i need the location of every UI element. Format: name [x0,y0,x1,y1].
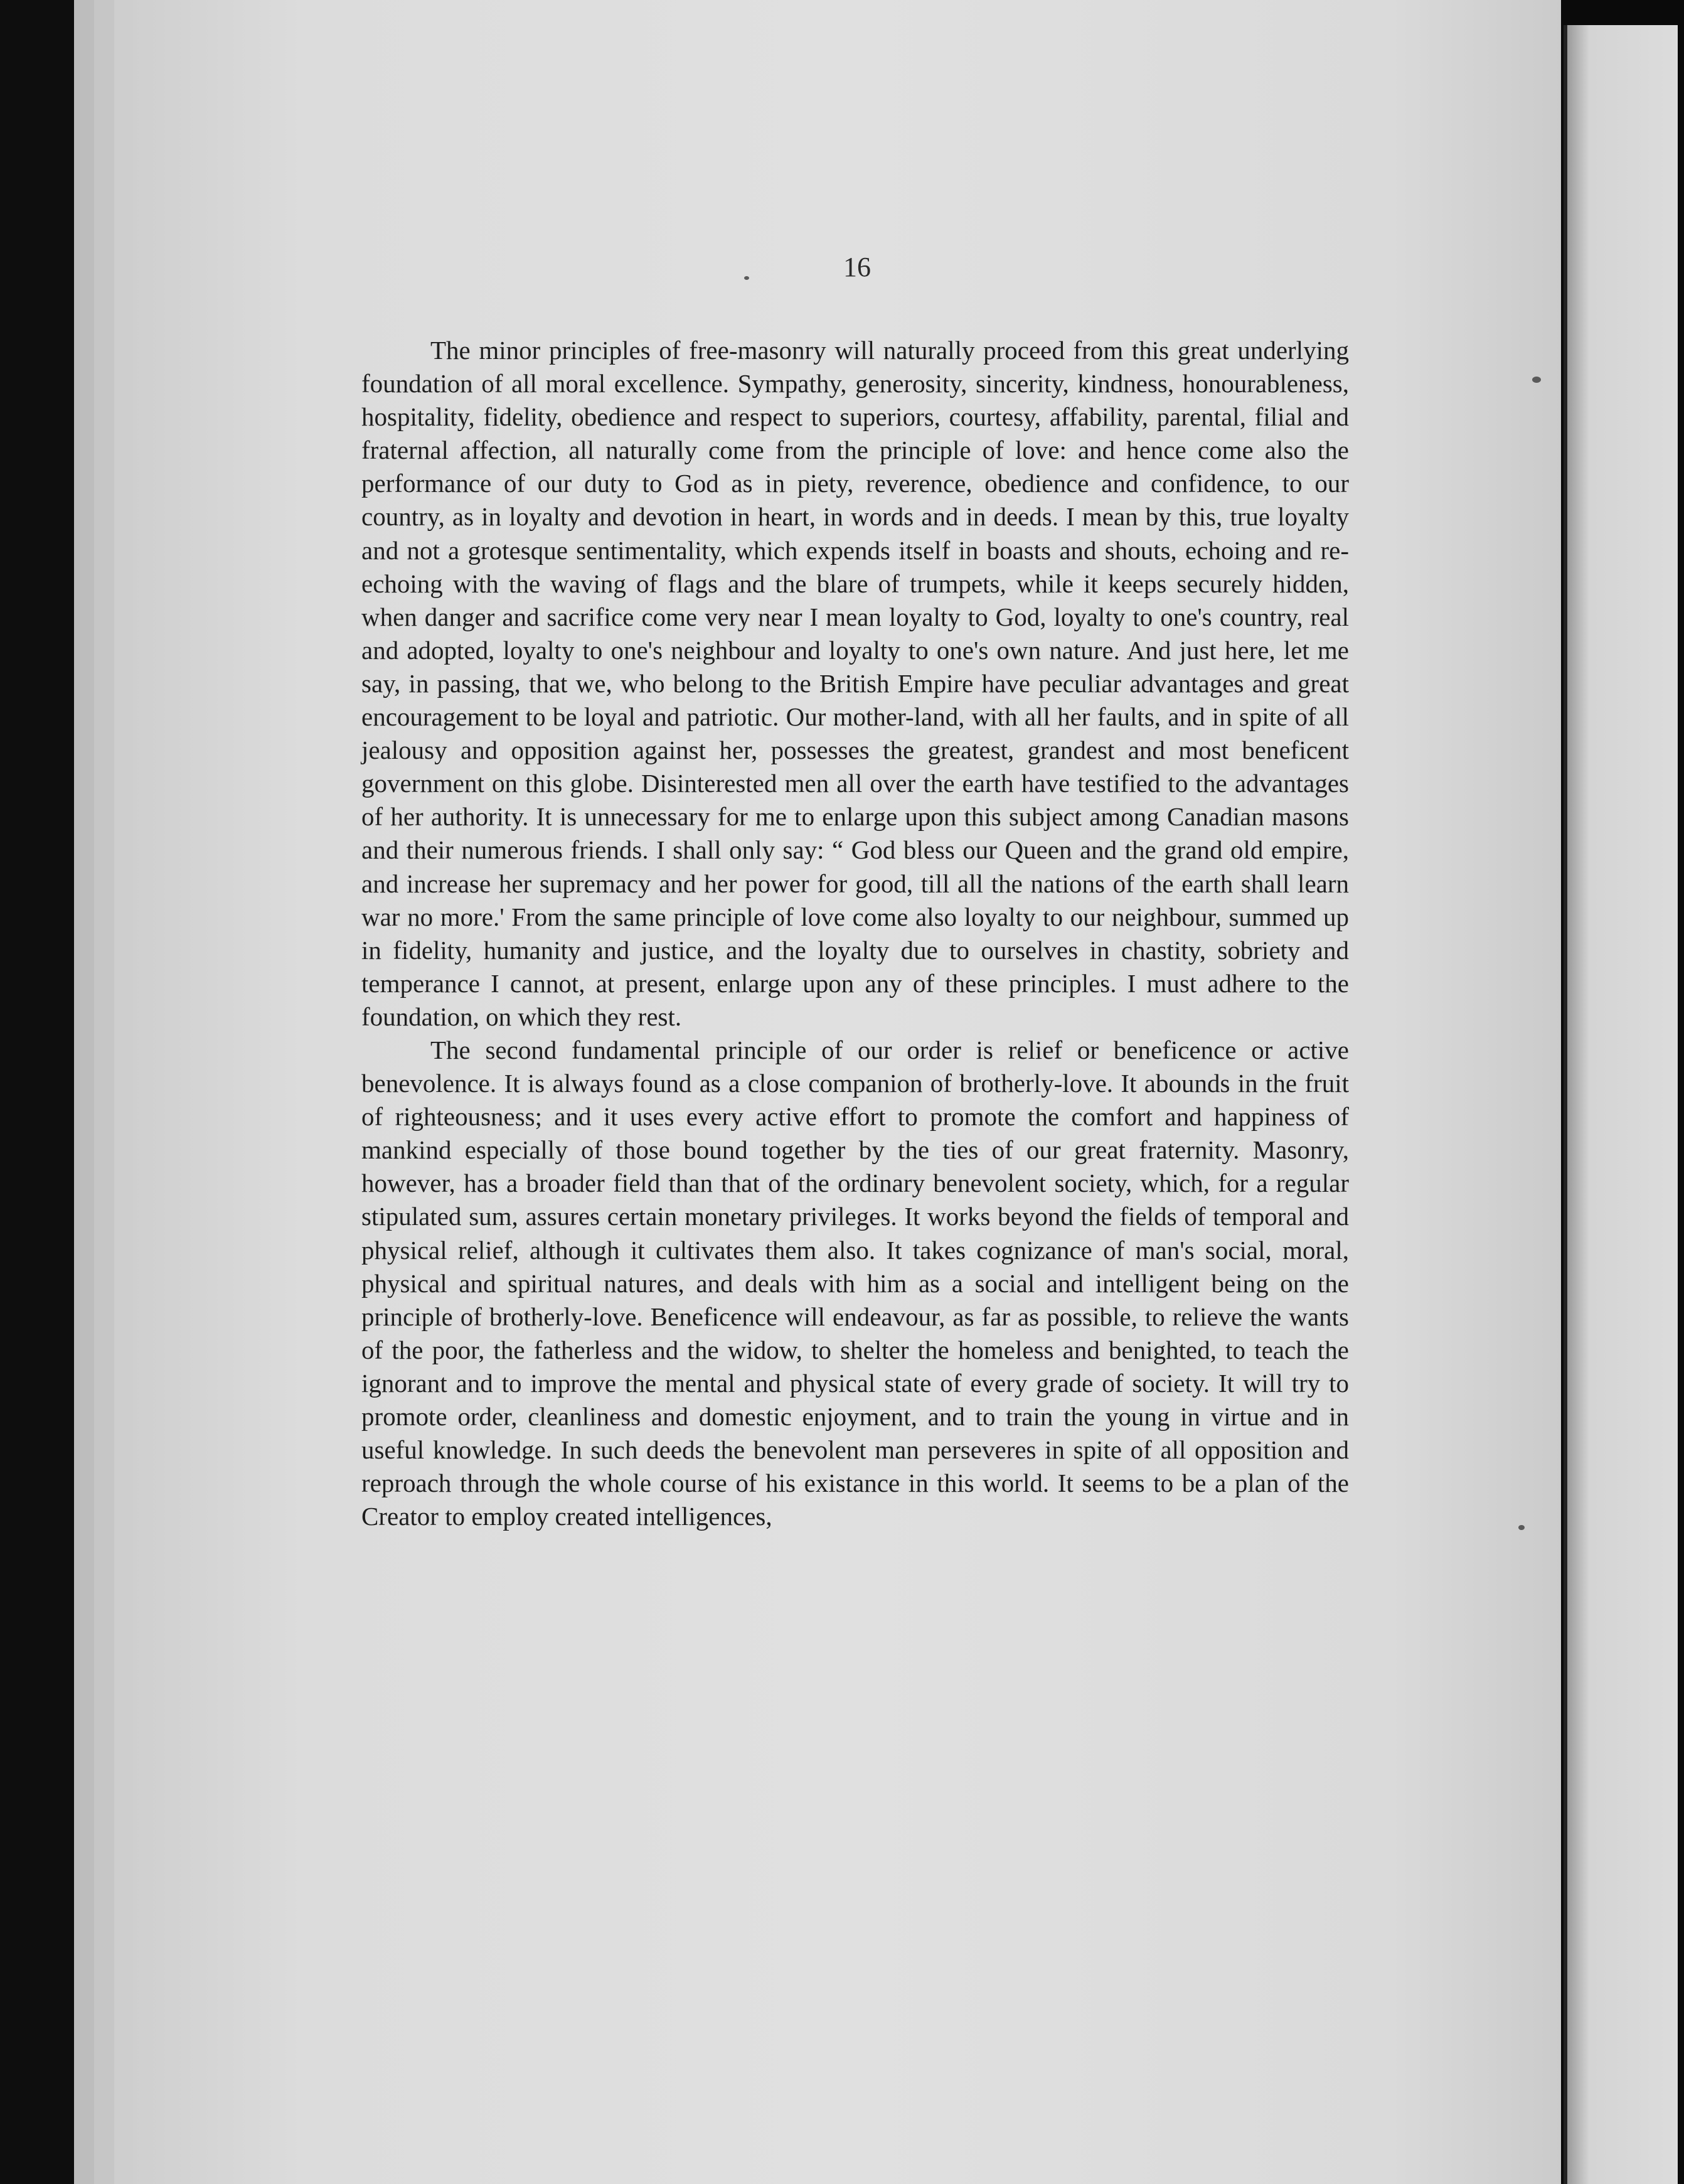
scan-speck [1518,1525,1525,1530]
page-number: 16 [843,252,871,282]
body-text [361,334,1349,1533]
paragraph: The minor principles of free-masonry will naturally proceed from this great underlying foundation of all moral excellence. Sympathy, generosity, sincerity, kindness, honourableness, hospitality, fidelity, obedience and respect to superiors, courtesy, affability, parental, filial and fraternal affection, all naturally come from the principle of love: and hence come also the performance of our duty to God as in piety, reverence, obedience and confidence, to our country, as in loyalty and devotion in heart, in words and in deeds. I mean by this, true loyalty and not a grotesque sentimentality, which expends itself in boasts and shouts, echoing and re-echoing with the waving of flags and the blare of trumpets, while it keeps securely hidden, when danger and sacrifice come very near I mean loyalty to God, loyalty to one's country, real and adopted, loyalty to one's neighbour and loyalty to one's own nature. And just here, let me say, in passing, that we, who belong to the British Empire have peculiar advantages and great encouragement to be loyal and patriotic. Our mother-land, with all her faults, and in spite of all jealousy and opposition against her, possesses the greatest, grandest and most beneficent government on this globe. Disinterested men all over the earth have testified to the advantages of her authority. It is unnecessary for me to enlarge upon this subject among Canadian masons and their numerous friends. I shall only say: “ God bless our Queen and the grand old empire, and increase her supremacy and her power for good, till all the nations of the earth shall learn war no more.' From the same principle of love come also loyalty to our neighbour, summed up in fidelity, humanity and justice, and the loyalty due to ourselves in chastity, sobriety and temperance I cannot, at present, enlarge upon any of these principles. I must adhere to the foundation, on which they rest. [361,336,1349,1031]
facing-page-edge [1564,25,1678,2184]
scan-speck [1532,377,1541,383]
paragraph: The second fundamental principle of our order is relief or beneficence or active benevolence. It is always found as a close companion of brotherly-love. It abounds in the fruit of righteousness; and it uses every active effort to promote the comfort and happiness of mankind especially of those bound together by the ties of our great fraternity. Masonry, however, has a broader field than that of the ordinary benevolent society, which, for a regular stipulated sum, assures certain monetary privileges. It works beyond the fields of temporal and physical relief, although it cultivates them also. It takes cognizance of man's social, moral, physical and spiritual natures, and deals with him as a social and intelligent being on the principle of brotherly-love. Beneficence will endeavour, as far as possible, to relieve the wants of the poor, the fatherless and the widow, to shelter the homeless and benighted, to teach the ignorant and to improve the mental and physical state of every grade of society. It will try to promote order, cleanliness and domestic enjoyment, and to train the young in virtue and in useful knowledge. In such deeds the benevolent man perseveres in spite of all opposition and reproach through the whole course of his existance in this world. It seems to be a plan of the Creator to employ created intelligences, [361,1035,1349,1531]
